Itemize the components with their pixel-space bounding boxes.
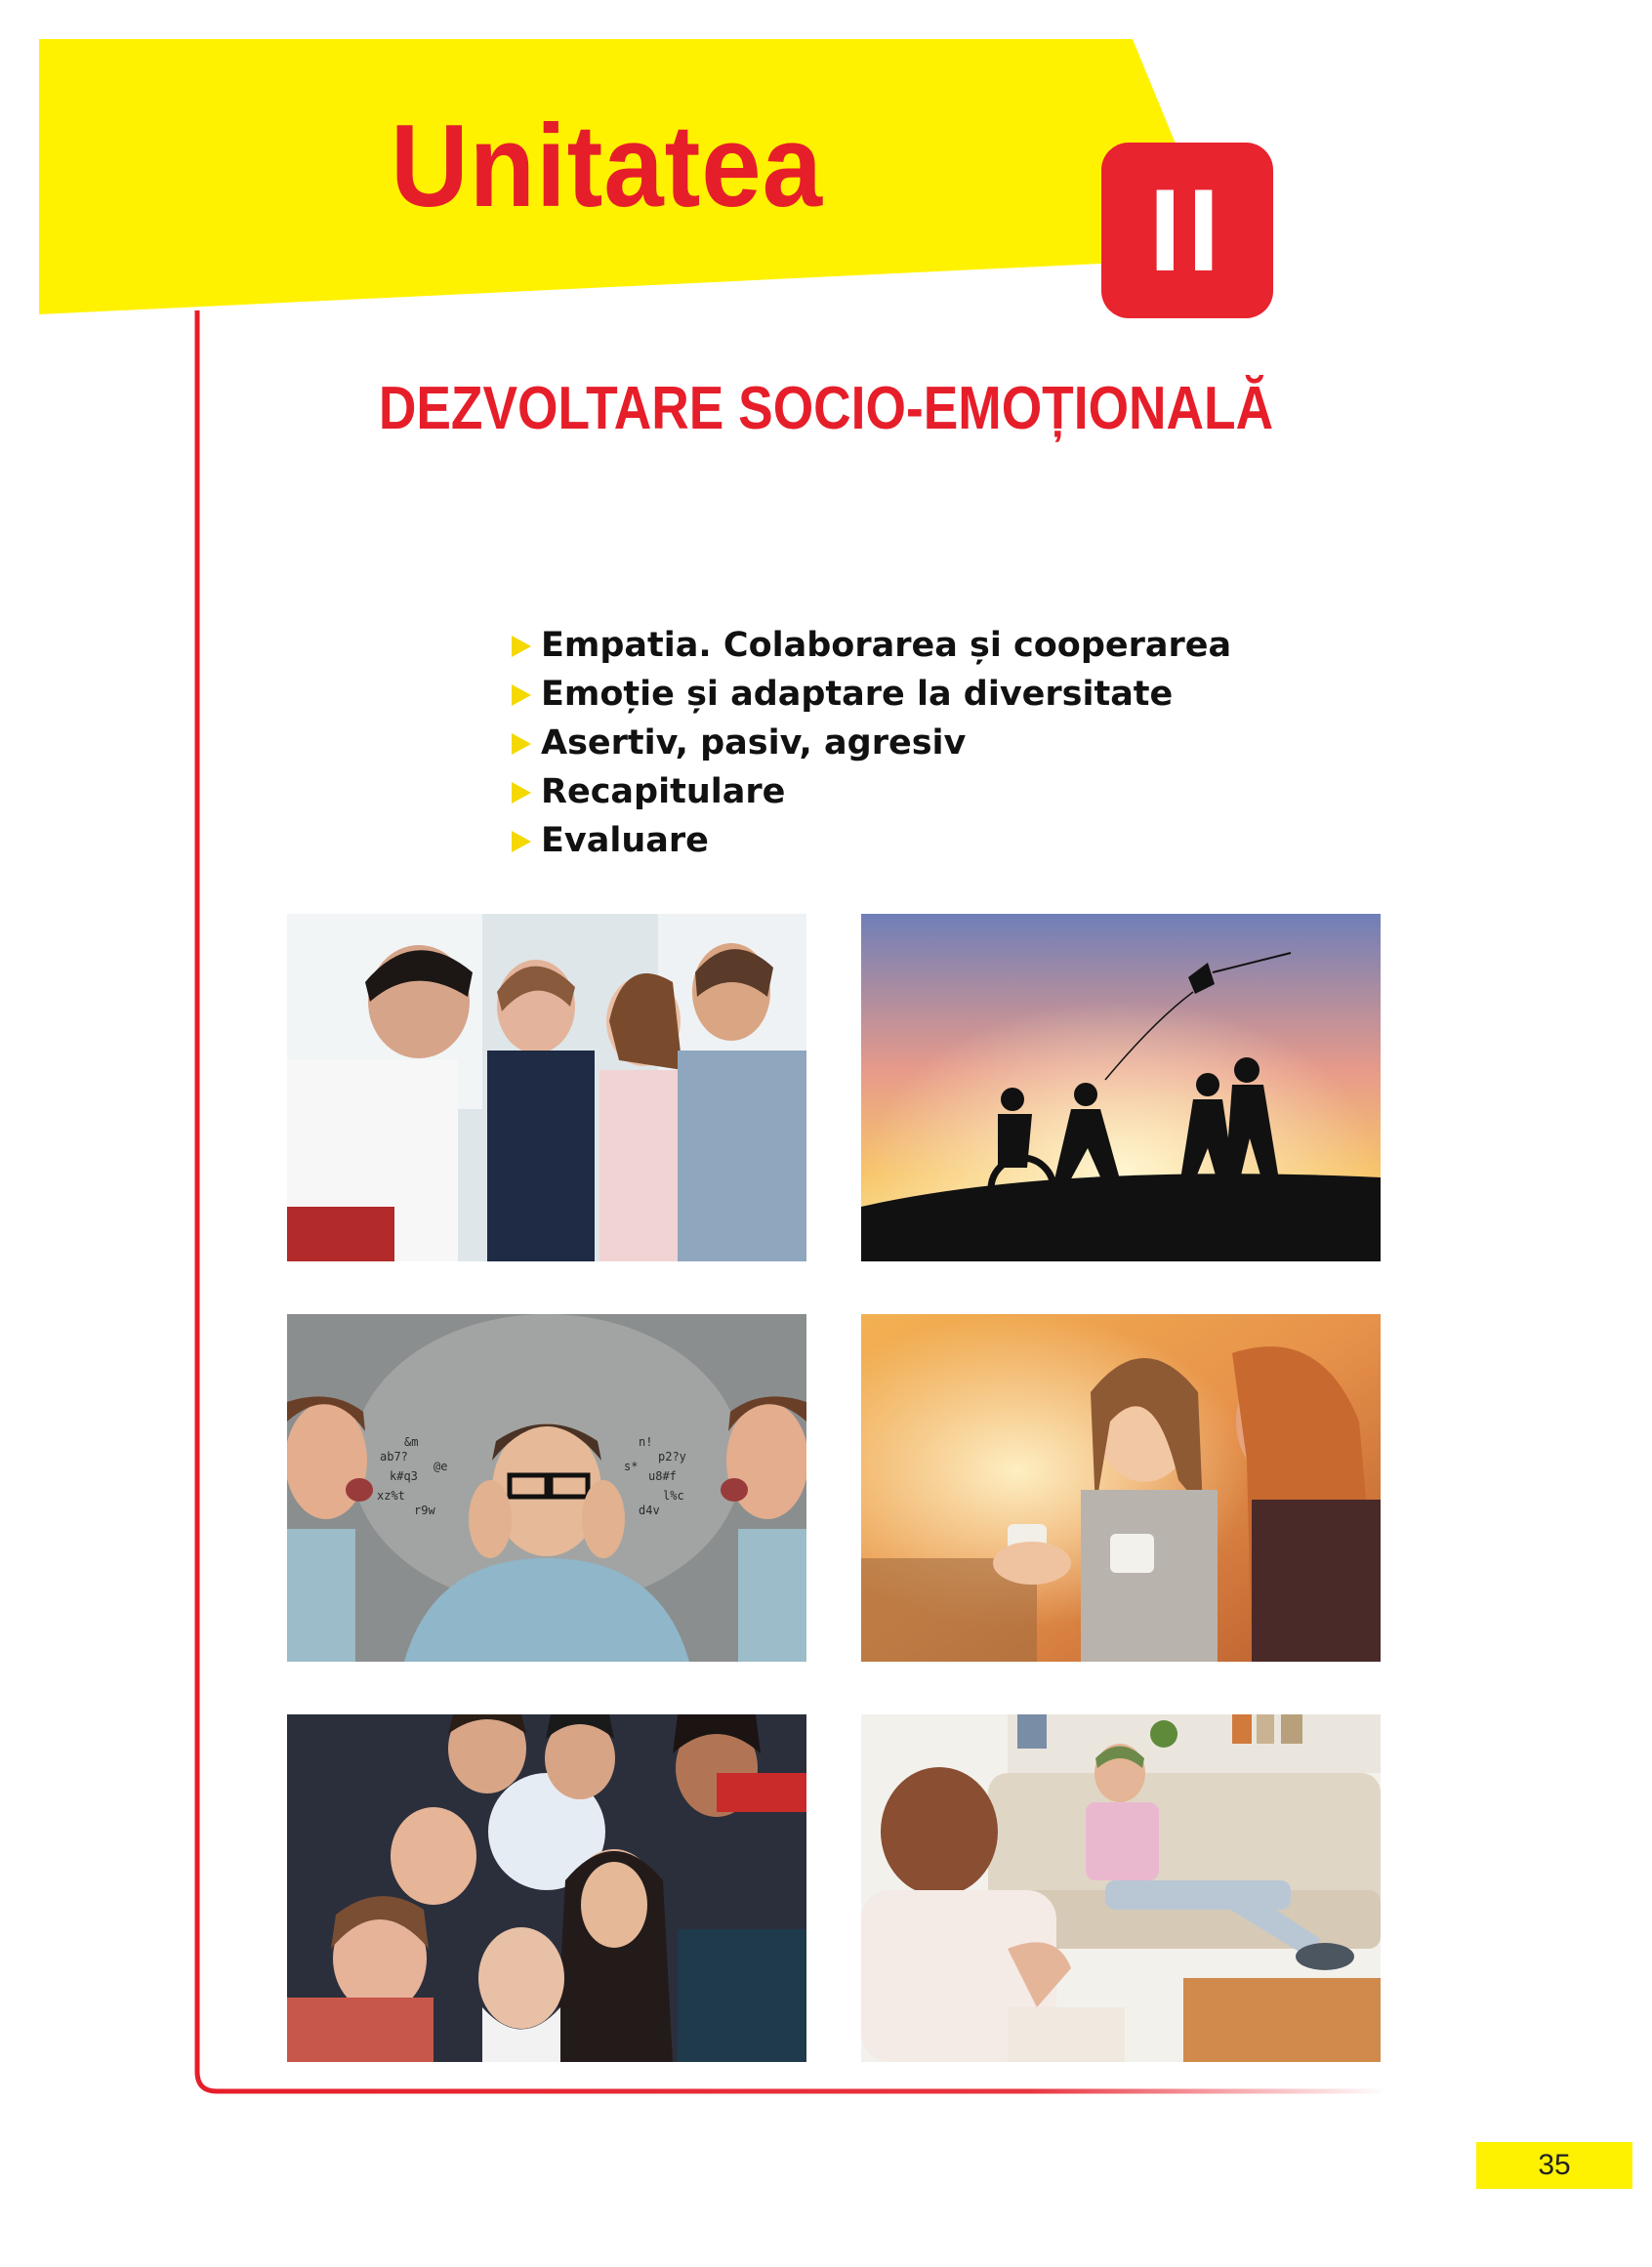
- svg-text:s*: s*: [624, 1460, 639, 1473]
- svg-text:r9w: r9w: [414, 1504, 435, 1517]
- svg-text:l%c: l%c: [663, 1489, 684, 1503]
- bullet-arrow-icon: [512, 636, 531, 657]
- topic-item: Empatia. Colaborarea și cooperarea: [512, 621, 1231, 670]
- svg-text:ab7?: ab7?: [380, 1450, 408, 1463]
- topic-item: Asertiv, pasiv, agresiv: [512, 719, 1231, 767]
- svg-text:k#q3: k#q3: [390, 1469, 418, 1483]
- header-banner: [0, 0, 1652, 332]
- topic-item: Emoție și adaptare la diversitate: [512, 670, 1231, 719]
- svg-text:d4v: d4v: [639, 1504, 660, 1517]
- unit-title: Unitatea: [391, 101, 823, 231]
- bullet-arrow-icon: [512, 733, 531, 755]
- photo-consoling-friend: [287, 914, 806, 1261]
- photo-therapy-session: [861, 1714, 1381, 2062]
- page-number: 35: [1476, 2142, 1632, 2189]
- svg-text:p2?y: p2?y: [658, 1450, 686, 1463]
- topic-item: Evaluare: [512, 816, 1231, 865]
- photo-children-kite-sunset: [861, 914, 1381, 1261]
- svg-text:@e: @e: [434, 1460, 448, 1473]
- svg-text:xz%t: xz%t: [377, 1489, 405, 1503]
- photo-boy-covering-ears: [287, 1314, 806, 1662]
- svg-text:n!: n!: [639, 1435, 653, 1449]
- bullet-arrow-icon: [512, 831, 531, 852]
- photo-diverse-group-circle: [287, 1714, 806, 2062]
- topic-list: [512, 621, 1231, 865]
- svg-text:u8#f: u8#f: [648, 1469, 677, 1483]
- svg-text:&m: &m: [404, 1435, 419, 1449]
- bullet-arrow-icon: [512, 684, 531, 706]
- topic-item: Recapitulare: [512, 767, 1231, 816]
- unit-number-badge: II: [1101, 143, 1273, 318]
- unit-subtitle: DEZVOLTARE SOCIO-EMOȚIONALĂ: [378, 375, 1274, 442]
- bullet-arrow-icon: [512, 782, 531, 804]
- photo-friends-coffee: [861, 1314, 1381, 1662]
